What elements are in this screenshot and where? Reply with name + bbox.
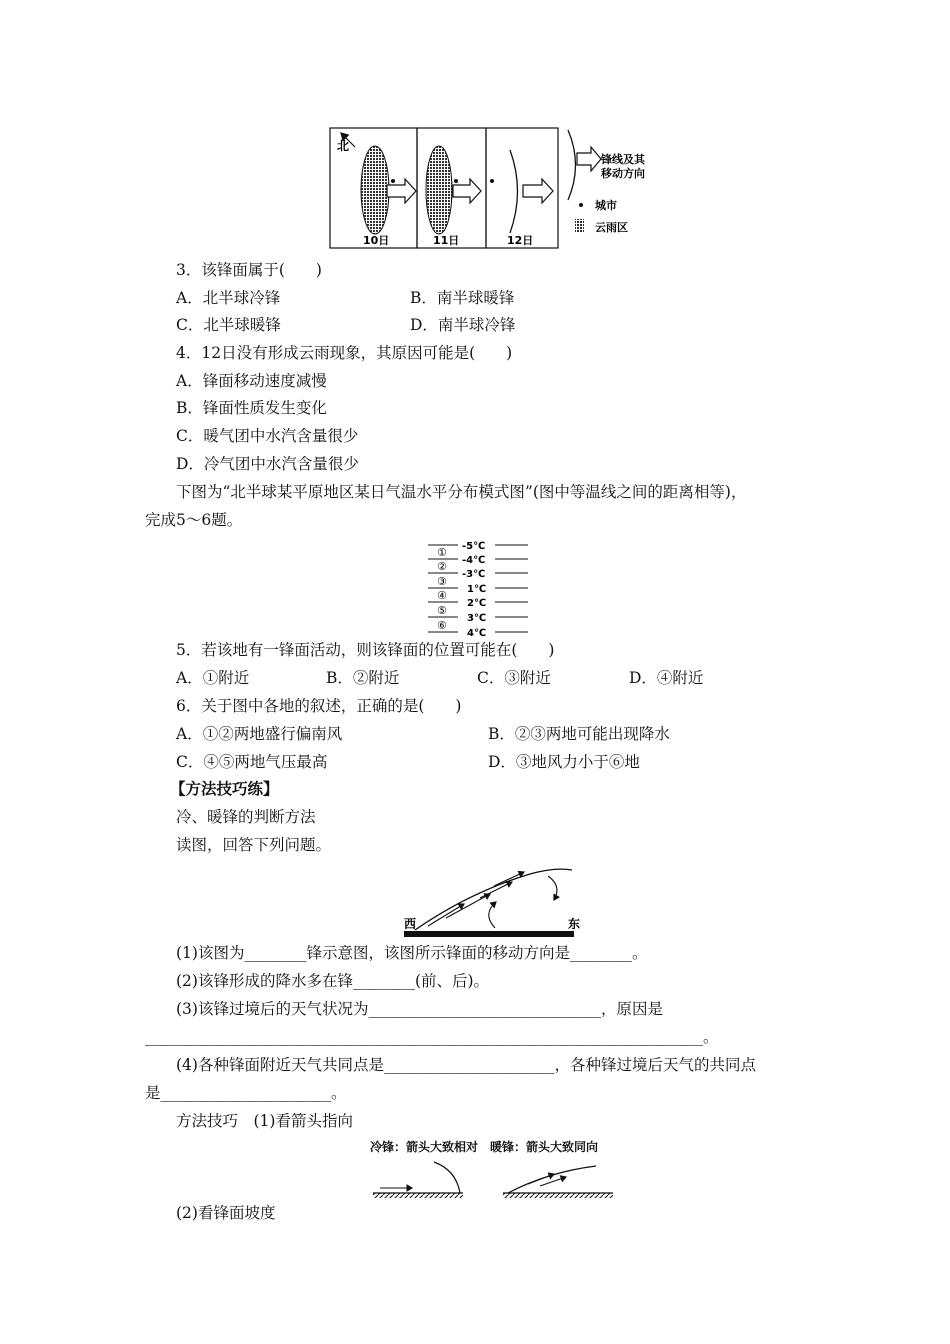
zone-label: ④	[437, 589, 447, 602]
isotherm-label: -5℃	[462, 541, 486, 552]
q5-option-a: A．①附近	[176, 669, 250, 687]
q4-option-a: A．锋面移动速度减慢	[176, 372, 327, 390]
zone-label: ⑤	[437, 604, 447, 617]
isotherm-label: -4℃	[462, 555, 486, 566]
cloud-rain-area-10	[361, 146, 389, 234]
west-label: 西	[404, 917, 417, 931]
q3-option-d: D．南半球冷锋	[410, 316, 516, 334]
north-label: 北	[337, 139, 350, 153]
isotherm-figure	[420, 538, 535, 642]
zone-label: ③	[437, 575, 447, 588]
fill-q2: (2)该锋形成的降水多在锋________(前、后)。	[176, 972, 490, 990]
legend-front-label: 锋线及其	[601, 153, 645, 166]
day-label: 12日	[507, 234, 534, 247]
ground-bar	[404, 931, 574, 937]
q4-stem: 4．12日没有形成云雨现象，其原因可能是( )	[176, 344, 513, 362]
q6-option-c: C．④⑤两地气压最高	[176, 753, 328, 771]
fill-q1: (1)该图为________锋示意图，该图所示锋面的移动方向是________。	[176, 944, 648, 962]
q4-option-b: B．锋面性质发生变化	[176, 399, 327, 417]
warm-front-surface	[508, 1166, 596, 1193]
fill-q3b: ________________________________________________________________________。	[145, 1028, 719, 1046]
day-label: 11日	[433, 234, 460, 247]
zone-label: ⑥	[437, 619, 447, 632]
day-label: 10日	[363, 234, 390, 247]
tips-line1: 方法技巧 (1)看箭头指向	[176, 1112, 353, 1130]
method-subtitle: 冷、暖锋的判断方法	[176, 808, 316, 826]
east-label: 东	[568, 917, 581, 931]
front-surface-line	[415, 869, 572, 930]
city-dot	[391, 179, 395, 183]
movement-arrow-icon	[387, 179, 416, 203]
cold-front-surface	[434, 1162, 460, 1193]
warm-air-arrow-icon	[428, 904, 464, 926]
q5-stem: 5．若该地有一锋面活动，则该锋面的位置可能在( )	[176, 641, 555, 659]
q4-option-d: D．冷气团中水汽含量很少	[176, 455, 359, 473]
isotherm-label: 1℃	[467, 584, 487, 595]
cold-air-arrow-icon	[489, 902, 496, 928]
legend-city-dot	[579, 203, 583, 207]
city-dot	[454, 179, 458, 183]
cold-air-arrow-icon	[548, 876, 557, 900]
legend-city-label: 城市	[595, 199, 617, 212]
isotherm-label: -3℃	[462, 569, 486, 580]
legend-arrow-icon	[577, 147, 601, 171]
legend-front-label-2: 移动方向	[601, 167, 645, 180]
fill-q4b: 是______________________。	[145, 1084, 347, 1102]
cloud-rain-area-11	[426, 146, 452, 234]
intro-5-6-line1: 下图为“北半球某平原地区某日气温水平分布模式图”(图中等温线之间的距离相等)，	[176, 483, 747, 501]
movement-arrow-icon	[453, 179, 481, 203]
method-instruction: 读图，回答下列问题。	[176, 836, 332, 854]
q3-stem: 3．该锋面属于( )	[176, 261, 322, 279]
q5-option-b: B．②附近	[326, 669, 400, 687]
movement-arrow-icon	[523, 179, 553, 203]
q3-option-b: B．南半球暖锋	[410, 289, 515, 307]
method-heading: 【方法技巧练】	[170, 779, 279, 798]
cold-ground-hatch	[373, 1193, 463, 1198]
front-arrow-figure	[368, 1160, 618, 1200]
q3-option-a: A．北半球冷锋	[176, 289, 281, 307]
legend-rain-swatch	[575, 219, 584, 233]
warm-ground-hatch	[503, 1193, 613, 1198]
legend-rain-label: 云雨区	[595, 221, 628, 234]
fill-q4a: (4)各种锋面附近天气共同点是______________________，各种锋过境后天气的共同点	[176, 1056, 756, 1074]
tips-caption: 冷锋：箭头大致相对 暖锋：箭头大致同向	[370, 1140, 599, 1154]
front-movement-figure	[325, 125, 695, 253]
city-dot	[490, 179, 494, 183]
front-line	[510, 150, 518, 233]
zone-label: ①	[437, 546, 447, 559]
q3-option-c: C．北半球暖锋	[176, 316, 281, 334]
isotherm-label: 4℃	[467, 628, 487, 639]
q6-stem: 6．关于图中各地的叙述，正确的是( )	[176, 697, 462, 715]
tips-line2: (2)看锋面坡度	[176, 1204, 276, 1222]
zone-label: ②	[437, 560, 447, 573]
fill-q3a: (3)该锋过境后的天气状况为______________________________，原因是	[176, 1000, 663, 1018]
isotherm-label: 2℃	[467, 598, 487, 609]
front-section-figure	[400, 862, 590, 942]
q6-option-b: B．②③两地可能出现降水	[488, 725, 670, 743]
q5-option-c: C．③附近	[477, 669, 551, 687]
q4-option-c: C．暖气团中水汽含量很少	[176, 427, 359, 445]
q6-option-a: A．①②两地盛行偏南风	[176, 725, 343, 743]
q5-option-d: D．④附近	[629, 669, 704, 687]
intro-5-6-line2: 完成5～6题。	[145, 511, 243, 529]
legend-front-line	[568, 130, 576, 200]
isotherm-label: 3℃	[467, 613, 487, 624]
q6-option-d: D．③地风力小于⑥地	[488, 753, 640, 771]
